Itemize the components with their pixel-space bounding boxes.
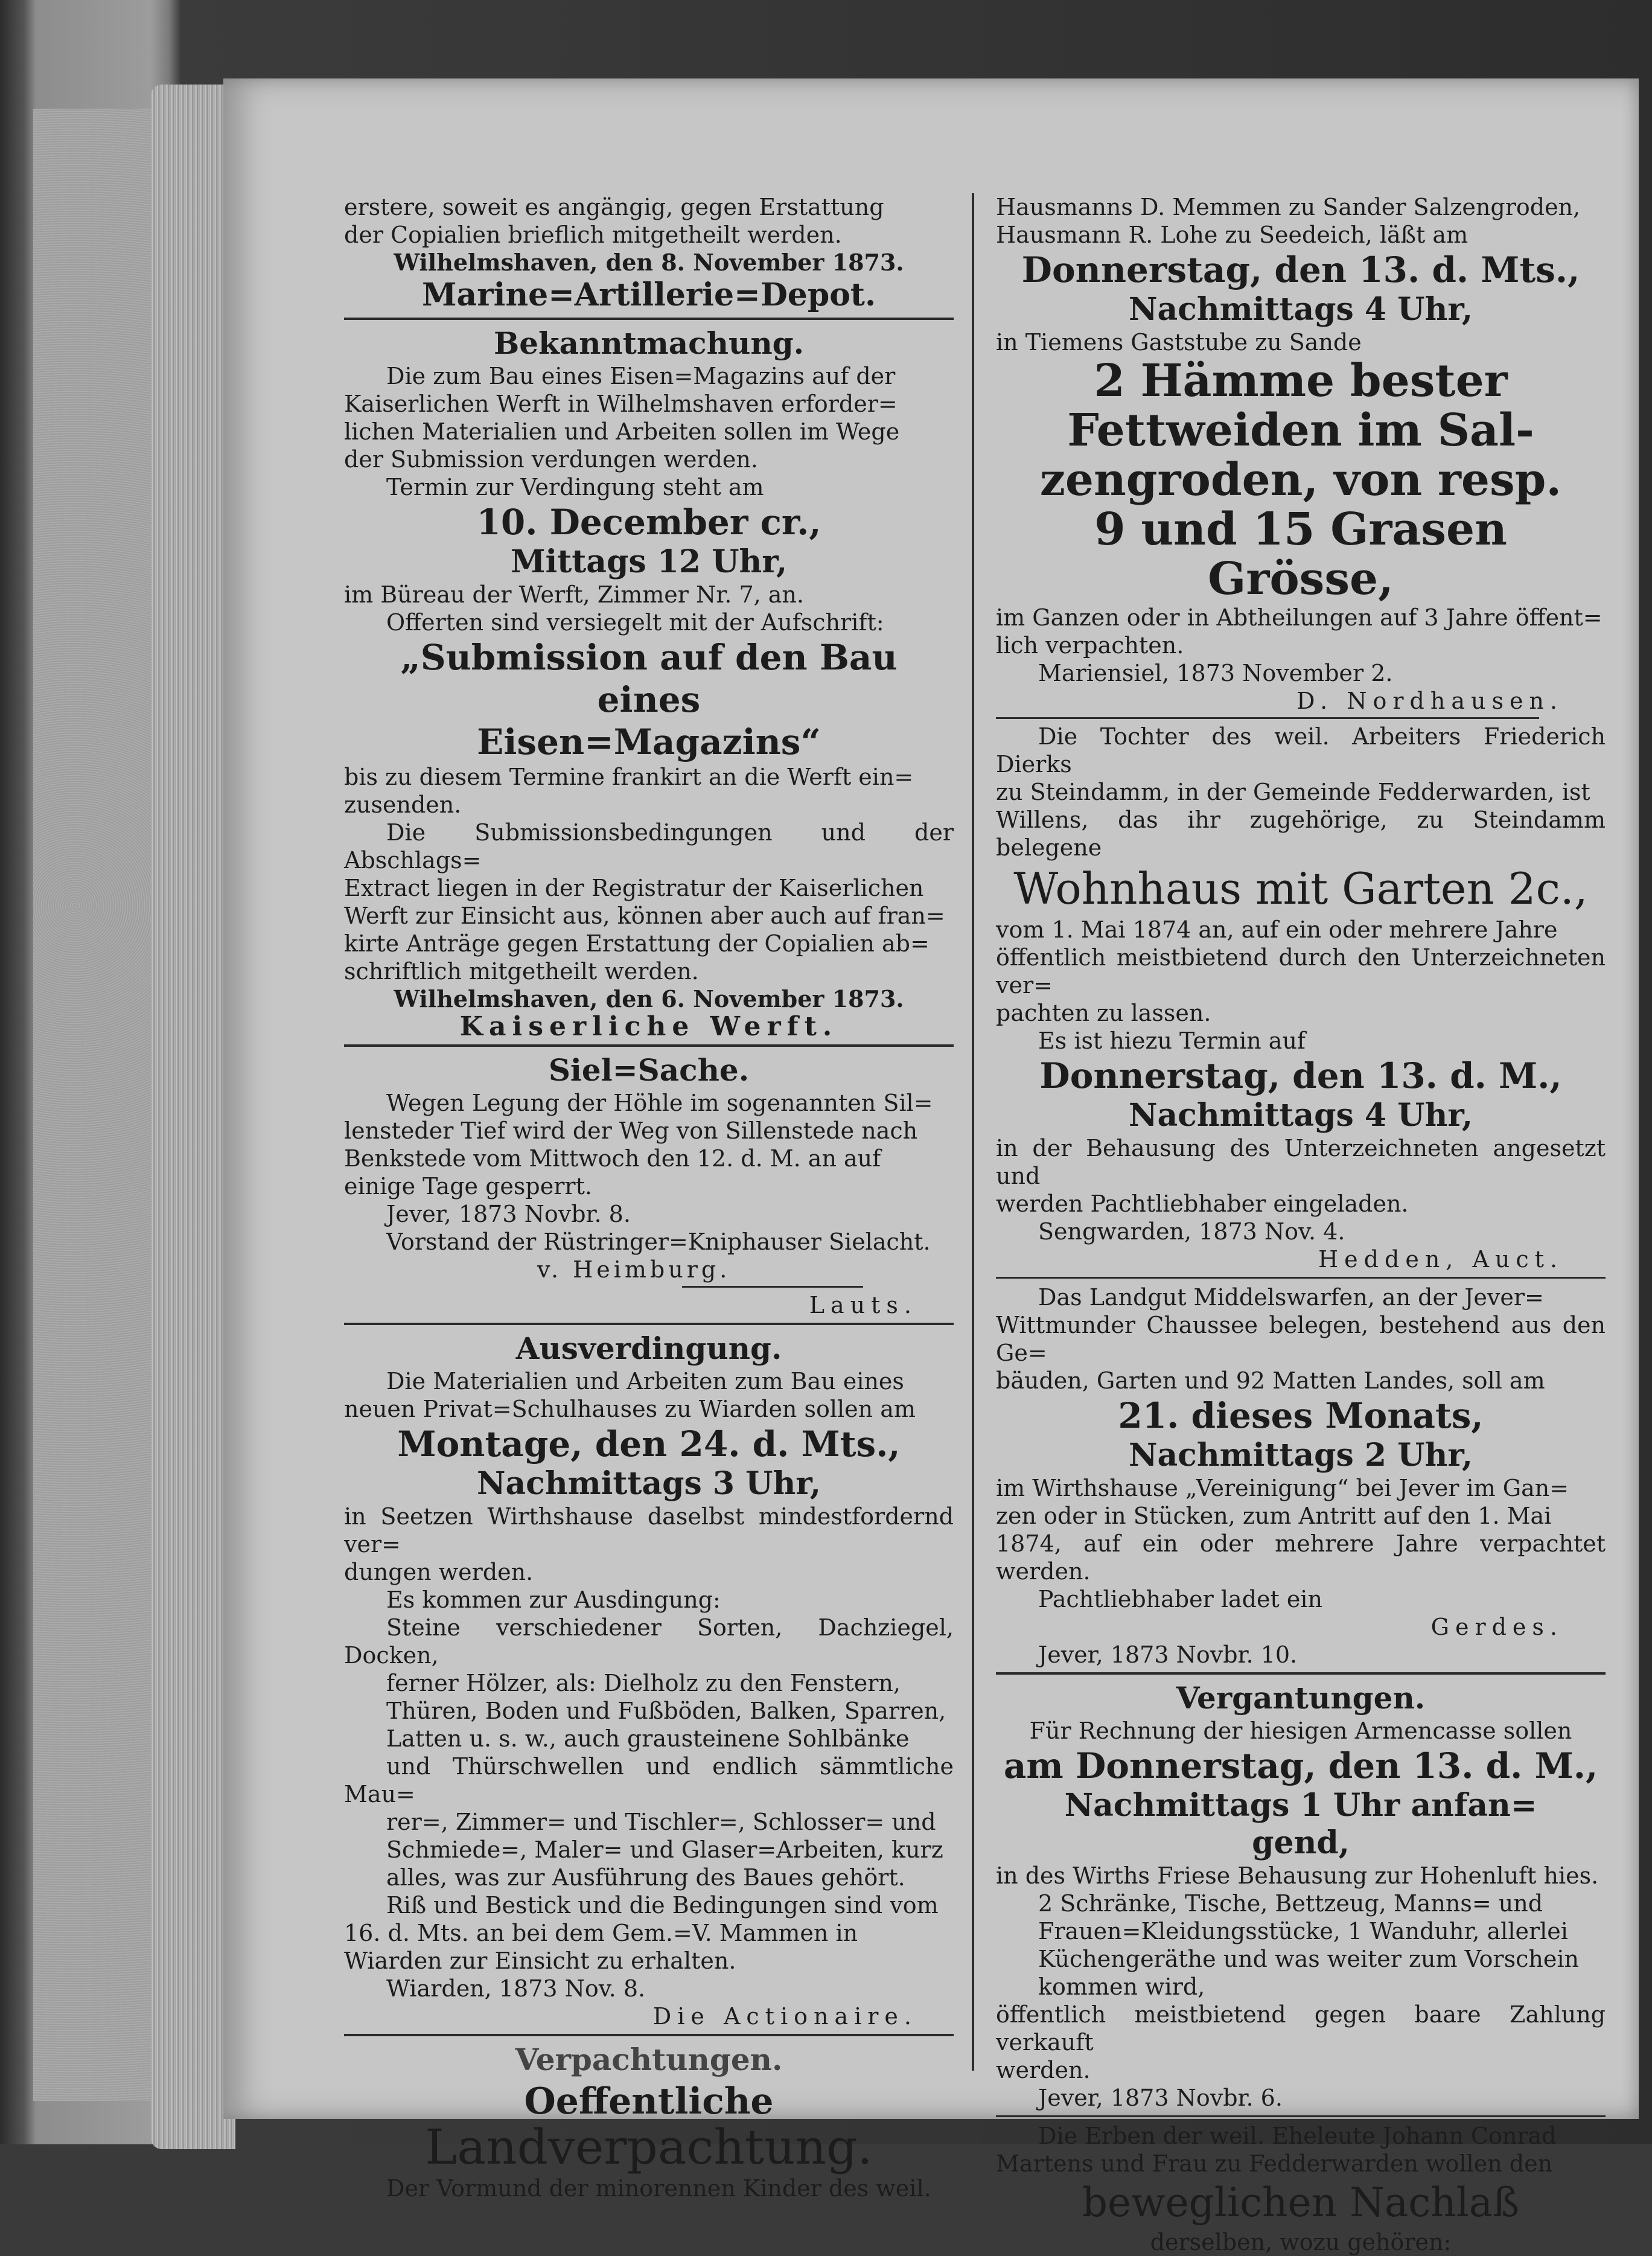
issuer-line: Vorstand der Rüstringer=Kniphauser Sielacht. bbox=[386, 1229, 931, 1255]
notice-wohnhaus bbox=[996, 723, 1606, 1273]
notice-body-line: zusenden. bbox=[344, 791, 462, 818]
dateline-artillerie: Wilhelmshaven, den 8. November 1873. bbox=[394, 249, 904, 276]
notice-title: Vergantungen. bbox=[1176, 1680, 1426, 1716]
notice-body-line: bis zu diesem Termine frankirt an die Werft ein= bbox=[344, 764, 914, 790]
notice-verpachtungen bbox=[344, 2041, 954, 2202]
column-divider bbox=[972, 193, 974, 2071]
conditions-line: Die Submissionsbedingungen und der Abschlags= bbox=[344, 819, 954, 874]
section-rule bbox=[996, 1277, 1606, 1279]
notice-body-line: lensteder Tief wird der Weg von Sillenstede nach bbox=[344, 1117, 918, 1144]
time-headline: Nachmittags 2 Uhr, bbox=[1128, 1437, 1473, 1474]
conditions-line: Werft zur Einsicht aus, können aber auch auf fran= bbox=[344, 903, 945, 929]
time-headline: Nachmittags 4 Uhr, bbox=[1128, 291, 1473, 328]
item-line: und Thürschwellen und endlich sämmtliche Mau= bbox=[344, 1753, 954, 1807]
notice-nachlass bbox=[996, 2122, 1606, 2256]
signature-artillerie-depot: Marine=Artillerie=Depot. bbox=[421, 276, 876, 313]
items-intro: Es kommen zur Ausdingung: bbox=[386, 1587, 721, 1613]
headline-big: Landverpachtung. bbox=[425, 2119, 873, 2175]
time-headline: Mittags 12 Uhr, bbox=[510, 543, 788, 580]
notice-body-line: im Ganzen oder in Abtheilungen auf 3 Jahre öffent= bbox=[996, 604, 1603, 631]
notice-body-line: Der Vormund der minorennen Kinder des weil. bbox=[386, 2175, 931, 2202]
dateline: Wilhelmshaven, den 6. November 1873. bbox=[394, 985, 904, 1012]
signature: Kaiserliche Werft. bbox=[459, 1011, 838, 1042]
notice-body-line: bäuden, Garten und 92 Matten Landes, soll am bbox=[996, 1367, 1545, 1394]
notice-body-line: der Submission verdungen werden. bbox=[344, 446, 758, 473]
place-line: im Wirthshause „Vereinigung“ bei Jever im Gan= bbox=[996, 1475, 1569, 1501]
date-headline: 21. dieses Monats, bbox=[1118, 1395, 1484, 1436]
section-rule bbox=[344, 1323, 954, 1325]
time-headline: Nachmittags 4 Uhr, bbox=[1128, 1097, 1473, 1134]
termin-line: Es ist hiezu Termin auf bbox=[1038, 1027, 1306, 1054]
notice-body-line: Martens und Frau zu Fedderwarden wollen den bbox=[996, 2150, 1553, 2177]
notice-body-line: lichen Materialien und Arbeiten sollen im Wege bbox=[344, 418, 900, 445]
continuation-line-1: erstere, soweit es angängig, gegen Erstattung bbox=[344, 194, 884, 220]
dateline: Mariensiel, 1873 November 2. bbox=[1038, 660, 1393, 686]
section-rule bbox=[344, 318, 954, 320]
dateline: Jever, 1873 Novbr. 8. bbox=[386, 1201, 631, 1227]
date-headline: 10. December cr., bbox=[476, 502, 821, 543]
notice-vergantungen bbox=[996, 1679, 1606, 2112]
notice-siel-sache bbox=[344, 1052, 954, 1319]
signature: Hedden, Auct. bbox=[1318, 1246, 1563, 1273]
book-page-edges bbox=[151, 85, 235, 2149]
notice-body-line: Wegen Legung der Höhle im sogenannten Sil= bbox=[386, 1090, 933, 1116]
notice-body-line: Wittmunder Chaussee belegen, bestehend aus den Ge= bbox=[996, 1312, 1606, 1366]
closing-line: öffentlich meistbietend gegen baare Zahlung verkauft bbox=[996, 2001, 1606, 2056]
closing-line: werden. bbox=[996, 2057, 1091, 2083]
notice-body-line: vom 1. Mai 1874 an, auf ein oder mehrere Jahre bbox=[996, 916, 1558, 943]
section-rule bbox=[996, 2115, 1606, 2117]
item-line: Thüren, Boden und Fußböden, Balken, Sparren, bbox=[386, 1698, 946, 1724]
quote-headline-1: „Submission auf den Bau eines bbox=[400, 637, 898, 720]
place-line: in der Behausung des Unterzeichneten angesetzt und bbox=[996, 1135, 1606, 1189]
right-column bbox=[996, 193, 1606, 2256]
notice-body-line: Die zum Bau eines Eisen=Magazins auf der bbox=[386, 363, 896, 389]
notice-body-line: öffentlich meistbietend durch den Unterzeichneten ver= bbox=[996, 944, 1606, 999]
item-line: Küchengeräthe und was weiter zum Vorschein bbox=[1038, 1946, 1579, 1972]
nachlass-headline: beweglichen Nachlaß bbox=[1082, 2179, 1520, 2226]
item-line: Schmiede=, Maler= und Glaser=Arbeiten, kurz bbox=[386, 1836, 943, 1863]
quote-headline-2: Eisen=Magazins“ bbox=[477, 721, 821, 762]
notice-body-line: Das Landgut Middelswarfen, an der Jever= bbox=[1038, 1284, 1544, 1311]
date-headline: am Donnerstag, den 13. d. M., bbox=[1003, 1745, 1598, 1786]
notice-landgut bbox=[996, 1283, 1606, 1669]
place-line: 1874, auf ein oder mehrere Jahre verpachtet werden. bbox=[996, 1530, 1606, 1585]
invite-line: Pachtliebhaber ladet ein bbox=[1038, 1586, 1322, 1612]
conditions-line: Extract liegen in der Registratur der Kaiserlichen bbox=[344, 875, 924, 901]
item-line: ferner Hölzer, als: Dielholz zu den Fenstern, bbox=[386, 1670, 901, 1696]
fettweiden-headline-line: 2 Hämme bester bbox=[1094, 355, 1508, 407]
section-rule bbox=[996, 1672, 1606, 1675]
signature-name: v. Heimburg. bbox=[537, 1256, 731, 1283]
conditions-line: kirte Anträge gegen Erstattung der Copialien ab= bbox=[344, 930, 930, 957]
notice-body-line: Kaiserlichen Werft in Wilhelmshaven erforder= bbox=[344, 391, 898, 417]
notice-title: Bekanntmachung. bbox=[493, 325, 805, 361]
section-rule bbox=[996, 717, 1539, 719]
conditions-line: schriftlich mitgetheilt werden. bbox=[344, 958, 699, 985]
fettweiden-headline-line: zengroden, von resp. bbox=[1039, 454, 1562, 506]
place-line: in des Wirths Friese Behausung zur Hohenluft hies. bbox=[996, 1862, 1599, 1889]
offer-line: Offerten sind versiegelt mit der Aufschrift: bbox=[386, 609, 884, 636]
place-line: in Seetzen Wirthshause daselbst mindestfordernd ver= bbox=[344, 1503, 954, 1558]
left-column bbox=[344, 193, 954, 2202]
signature: Die Actionaire. bbox=[652, 2003, 917, 2030]
fettweiden-headline-line: Fettweiden im Sal- bbox=[1067, 404, 1534, 456]
signature: Gerdes. bbox=[1430, 1614, 1563, 1640]
landverpachtung-headline bbox=[344, 2079, 954, 2175]
newspaper-page bbox=[223, 78, 1639, 2255]
item-line: kommen wird, bbox=[1038, 1973, 1205, 2000]
place-line: werden Pachtliebhaber eingeladen. bbox=[996, 1190, 1409, 1217]
plans-line: 16. d. Mts. an bei dem Gem.=V. Mammen in bbox=[344, 1920, 858, 1946]
notice-body-line: Benkstede vom Mittwoch den 12. d. M. an auf bbox=[344, 1145, 881, 1172]
signature-name: Lauts. bbox=[809, 1292, 917, 1318]
fettweiden-headline-line: Grösse, bbox=[1208, 553, 1394, 605]
notice-haemme bbox=[996, 193, 1606, 715]
notice-body-line: einige Tage gesperrt. bbox=[344, 1173, 592, 1200]
signature-rule bbox=[682, 1286, 863, 1288]
place-line: im Büreau der Werft, Zimmer Nr. 7, an. bbox=[344, 581, 804, 608]
notice-title: Verpachtungen. bbox=[515, 2042, 783, 2077]
place-line: in Tiemens Gaststube zu Sande bbox=[996, 329, 1362, 356]
place-line: zen oder in Stücken, zum Antritt auf den 1. Mai bbox=[996, 1503, 1552, 1529]
plans-line: Wiarden zur Einsicht zu erhalten. bbox=[344, 1948, 736, 1974]
notice-body-line: neuen Privat=Schulhauses zu Wiarden sollen am bbox=[344, 1396, 916, 1422]
item-line: Steine verschiedener Sorten, Dachziegel, Docken, bbox=[344, 1614, 954, 1669]
date-headline: Donnerstag, den 13. d. M., bbox=[1039, 1055, 1562, 1096]
notice-body-line: lich verpachten. bbox=[996, 632, 1184, 659]
date-headline: Montage, den 24. d. Mts., bbox=[397, 1424, 901, 1465]
wohnhaus-headline: Wohnhaus mit Garten 2c., bbox=[1013, 863, 1588, 914]
notice-bekanntmachung bbox=[344, 325, 954, 1041]
notice-body-line: Die Erben der weil. Eheleute Johann Conrad bbox=[1038, 2123, 1557, 2149]
time-headline: gend, bbox=[1252, 1824, 1350, 1861]
headline-small: Oeffentliche bbox=[524, 2080, 774, 2123]
section-rule bbox=[344, 1044, 954, 1047]
signature: D. Nordhausen. bbox=[1296, 688, 1563, 714]
notice-title: Siel=Sache. bbox=[548, 1052, 750, 1088]
notice-body-line: Die Materialien und Arbeiten zum Bau eines bbox=[386, 1368, 904, 1395]
dateline: Jever, 1873 Novbr. 6. bbox=[1038, 2085, 1283, 2111]
notice-body-line: Hausmanns D. Memmen zu Sander Salzengroden, bbox=[996, 194, 1581, 220]
notice-title: Ausverdingung. bbox=[515, 1331, 782, 1366]
time-headline: Nachmittags 1 Uhr anfan= bbox=[1064, 1787, 1537, 1824]
item-line: Latten u. s. w., auch grausteinene Sohlbänke bbox=[386, 1725, 910, 1752]
notice-body-line: pachten zu lassen. bbox=[996, 1000, 1211, 1026]
notice-body-line: Hausmann R. Lohe zu Seedeich, läßt am bbox=[996, 222, 1469, 248]
dateline: Wiarden, 1873 Nov. 8. bbox=[386, 1975, 646, 2002]
notice-ausverdingung bbox=[344, 1330, 954, 2030]
time-headline: Nachmittags 3 Uhr, bbox=[476, 1465, 821, 1502]
notice-body-line: derselben, wozu gehören: bbox=[1150, 2229, 1452, 2255]
item-line: Frauen=Kleidungsstücke, 1 Wanduhr, allerlei bbox=[1038, 1918, 1568, 1944]
section-rule bbox=[344, 2034, 954, 2036]
notice-body-line: Willens, das ihr zugehörige, zu Steindamm belegene bbox=[996, 807, 1606, 861]
continuation-line-2: der Copialien brieflich mitgetheilt werden. bbox=[344, 222, 842, 248]
intro-line: Für Rechnung der hiesigen Armencasse sollen bbox=[1029, 1718, 1572, 1744]
item-line: alles, was zur Ausführung des Baues gehört. bbox=[386, 1864, 905, 1891]
place-line: dungen werden. bbox=[344, 1559, 534, 1585]
date-headline: Donnerstag, den 13. d. Mts., bbox=[1021, 249, 1580, 290]
termin-line: Termin zur Verdingung steht am bbox=[386, 474, 764, 500]
dateline: Sengwarden, 1873 Nov. 4. bbox=[1038, 1218, 1345, 1245]
dateline: Jever, 1873 Novbr. 10. bbox=[1038, 1641, 1298, 1668]
item-line: rer=, Zimmer= und Tischler=, Schlosser= und bbox=[386, 1809, 936, 1835]
notice-body-line: zu Steindamm, in der Gemeinde Fedderwarden, ist bbox=[996, 779, 1590, 805]
plans-line: Riß und Bestick und die Bedingungen sind vom bbox=[386, 1892, 939, 1919]
fettweiden-headline-line: 9 und 15 Grasen bbox=[1094, 503, 1507, 555]
notice-body-line: Die Tochter des weil. Arbeiters Friederich Dierks bbox=[996, 723, 1606, 778]
item-line: 2 Schränke, Tische, Bettzeug, Manns= und bbox=[1038, 1890, 1543, 1917]
